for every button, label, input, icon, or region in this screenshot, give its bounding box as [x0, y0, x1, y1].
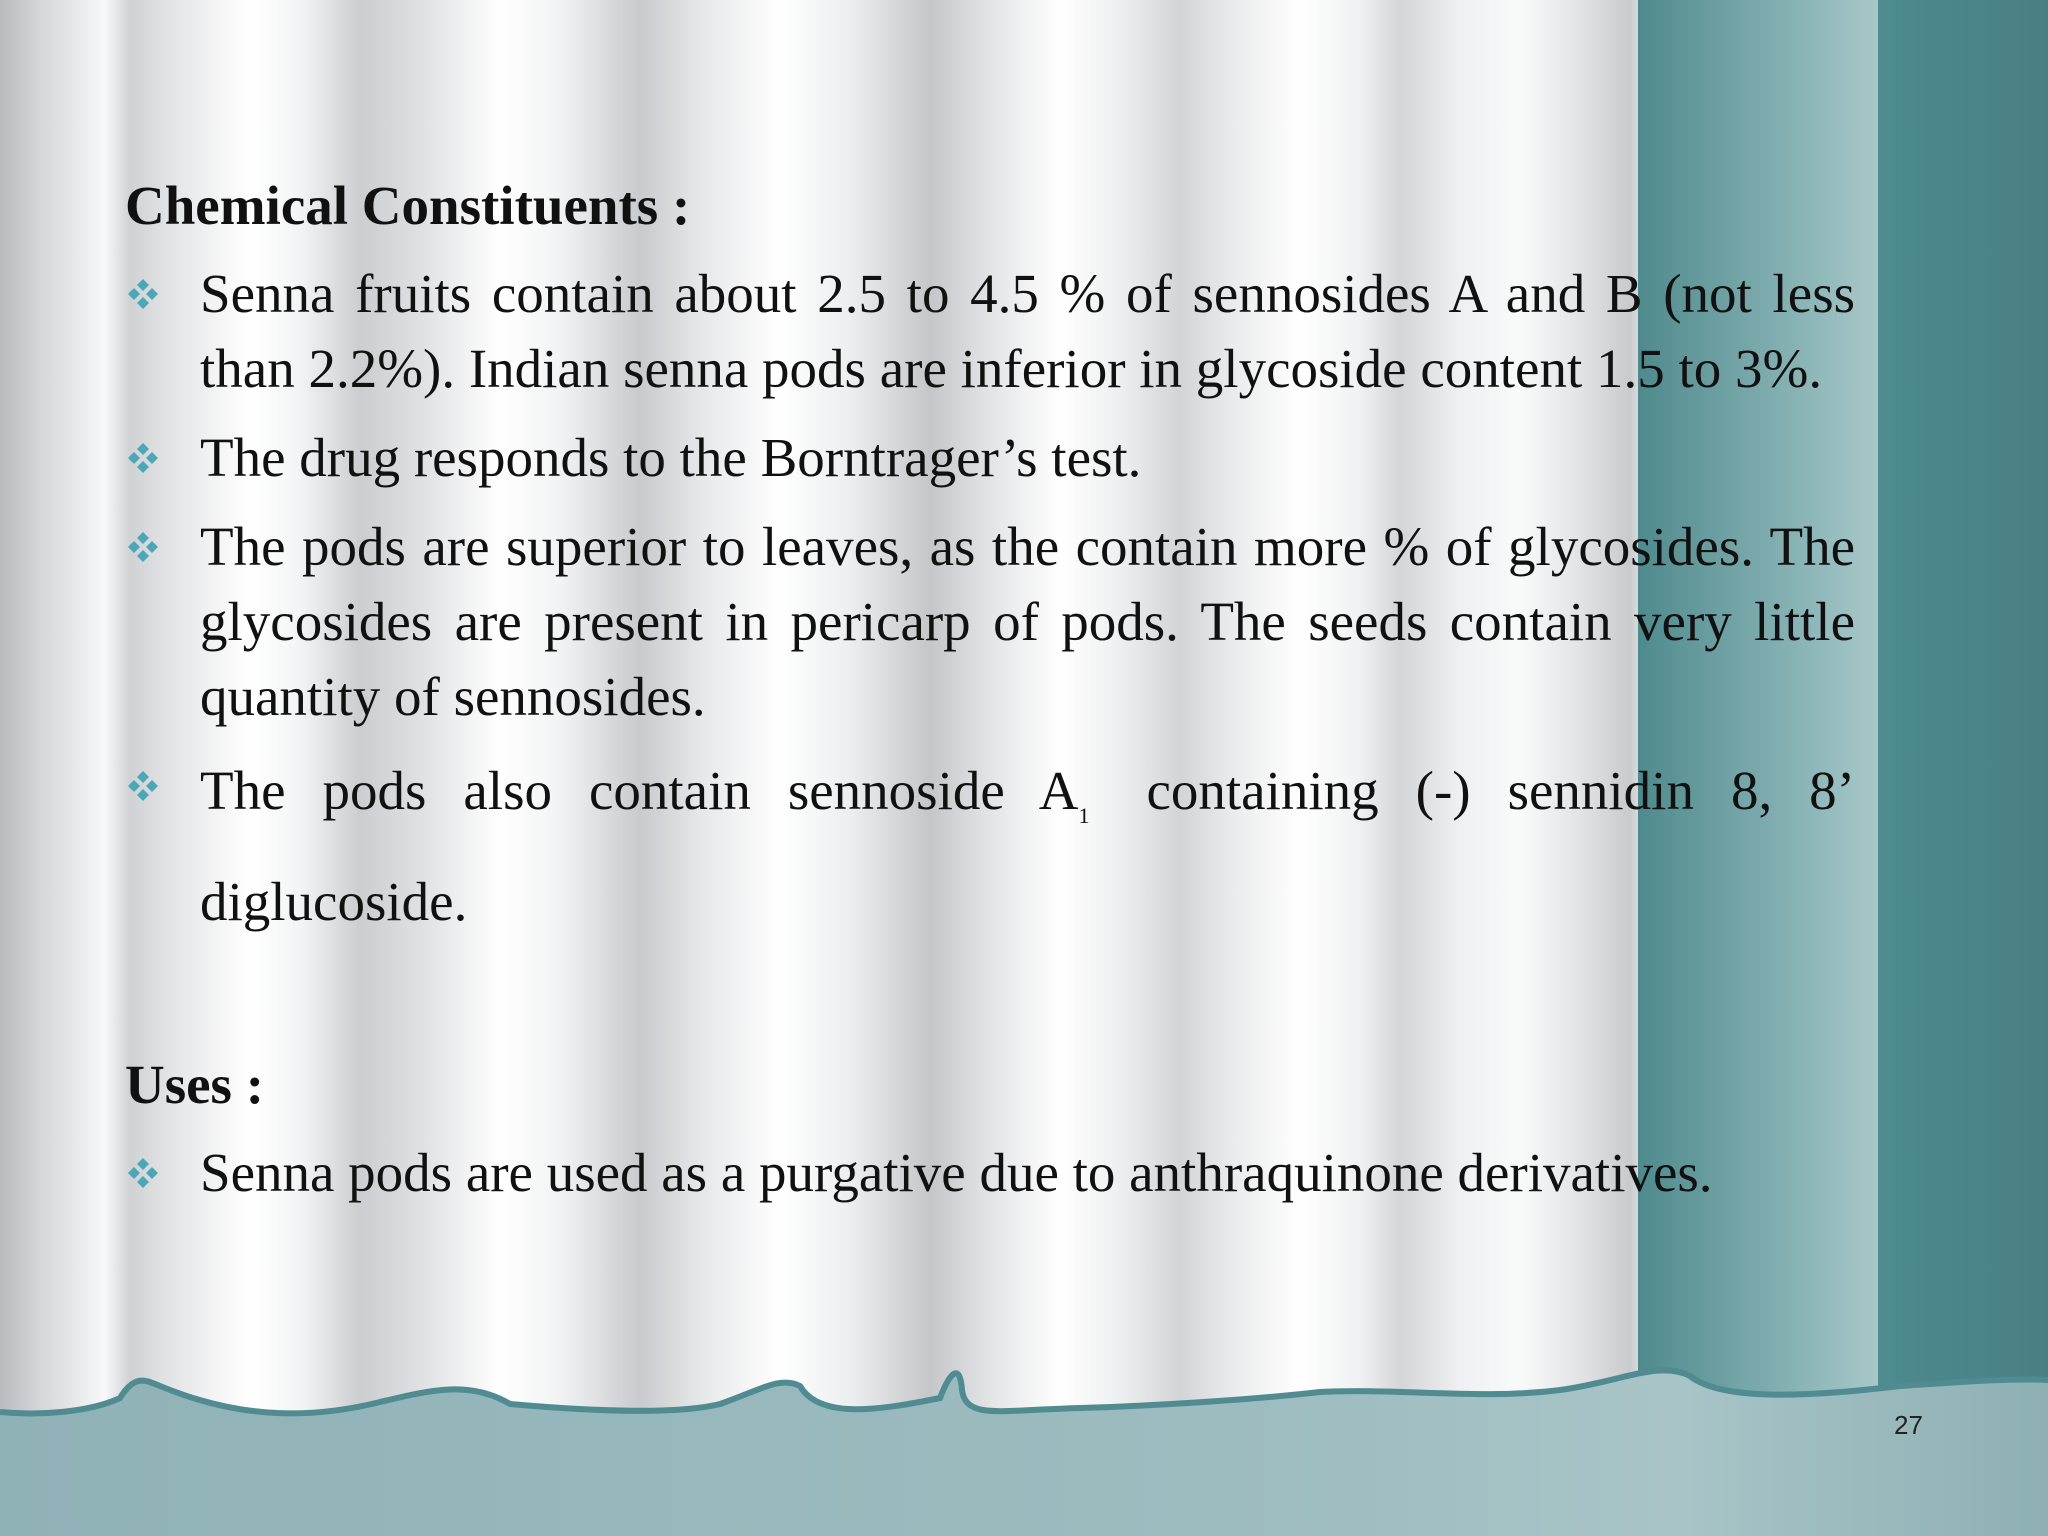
bullet-item [125, 1135, 1855, 1210]
bullet-text-before: The pods also contain sennoside A [200, 760, 1079, 821]
four-diamond-bullet-icon [125, 529, 161, 565]
four-diamond-bullet-icon [125, 440, 161, 476]
uses-list [125, 1135, 1855, 1210]
bullet-item [125, 509, 1855, 734]
chemical-constituents-list [125, 256, 1855, 945]
section-heading-uses: Uses : [125, 1054, 265, 1115]
section-heading-chemical-constituents: Chemical Constituents : [125, 175, 691, 236]
four-diamond-bullet-icon [125, 768, 161, 804]
bullet-text-after: containing (-) sennidin 8, 8’ diglucoside. [200, 760, 1855, 932]
subscript: 1 [1078, 803, 1090, 828]
bullet-text: Senna pods are used as a purgative due to anthraquinone derivatives. [200, 1142, 1713, 1203]
slide-number: 27 [1894, 1410, 1923, 1440]
slide-content [125, 170, 1855, 1224]
four-diamond-bullet-icon [125, 276, 161, 312]
bullet-item [125, 748, 1855, 945]
bullet-text: The pods are superior to leaves, as the contain more % of glycosides. The glycosides are present in pericarp of pods. The seeds contain very little quantity of sennosides. [200, 516, 1855, 727]
bullet-text: Senna fruits contain about 2.5 to 4.5 % of sennosides A and B (not less than 2.2%). Indian senna pods are inferior in glycoside content 1.5 to 3%. [200, 263, 1855, 399]
teal-curtain-edge [1878, 0, 2048, 1536]
bullet-item [125, 420, 1855, 495]
bottom-wave-decoration [0, 1360, 2048, 1536]
four-diamond-bullet-icon [125, 1155, 161, 1191]
bullet-text: The drug responds to the Borntrager’s test. [200, 427, 1142, 488]
bullet-item [125, 256, 1855, 406]
